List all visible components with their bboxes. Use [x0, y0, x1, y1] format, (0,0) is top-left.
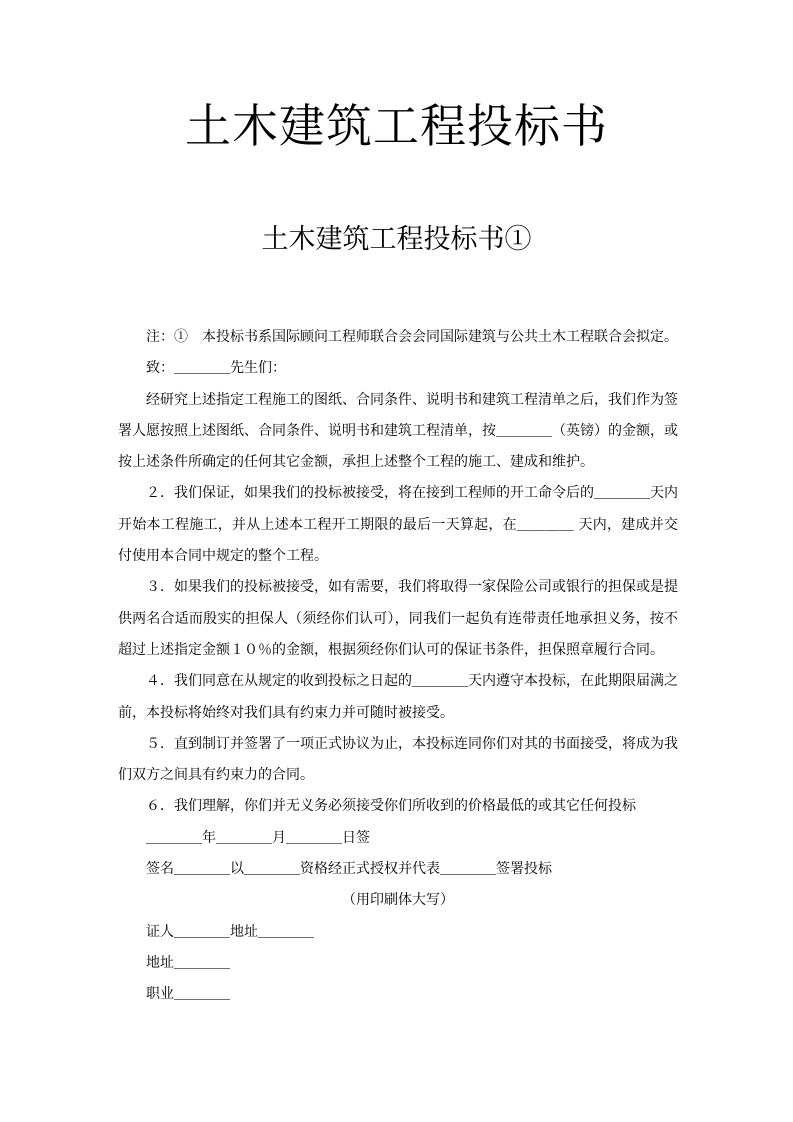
- document-subtitle: 土木建筑工程投标书①: [261, 224, 532, 255]
- clause-1: 经研究上述指定工程施工的图纸、合同条件、说明书和建筑工程清单之后，我们作为签署人愿按照上述图纸、合同条件、说明书和建筑工程清单，按＿＿＿＿（英镑）的金额，或按上述条件所确定的任何其它金额，承担上述整个工程的施工、建成和维护。: [118, 391, 678, 471]
- footnote-paragraph: 注：① 本投标书系国际顾问工程师联合会会同国际建筑与公共土木工程联合会拟定。: [146, 329, 678, 345]
- address-line: 地址＿＿＿＿: [146, 954, 230, 971]
- signature-line: 签名＿＿＿＿以＿＿＿＿资格经正式授权并代表＿＿＿＿签署投标: [146, 861, 552, 878]
- clause-4: ４．我们同意在从规定的收到投标之日起的＿＿＿＿天内遵守本投标，在此期限届满之前，本投标将始终对我们具有约束力并可随时被接受。: [118, 673, 678, 721]
- clause-6: ６．我们理解，你们并无义务必须接受你们所收到的价格最低的或其它任何投标: [146, 798, 636, 815]
- document-body: [118, 322, 678, 1011]
- clause-2: ２．我们保证，如果我们的投标被接受，将在接到工程师的开工命令后的＿＿＿＿天内开始本工程施工，并从上述本工程开工期限的最后一天算起，在＿＿＿＿ 天内，建成并交付使用本合同中规定的整个工程。: [118, 485, 678, 565]
- date-line: ＿＿＿＿年＿＿＿＿月＿＿＿＿日签: [146, 829, 370, 846]
- clause-5: ５．直到制订并签署了一项正式协议为止，本投标连同你们对其的书面接受，将成为我们双方之间具有约束力的合同。: [118, 735, 678, 784]
- print-note: （用印刷体大写）: [342, 892, 454, 909]
- occupation-line: 职业＿＿＿＿: [146, 986, 230, 1003]
- clause-3: ３．如果我们的投标被接受，如有需要，我们将取得一家保险公司或银行的担保或是提供两名合适而殷实的担保人（须经你们认可），同我们一起负有连带责任地承担义务，按不超过上述指定金额１０％的金额，根据须经你们认可的保证书条件，担保照章履行合同。: [118, 579, 678, 658]
- witness-line: 证人＿＿＿＿地址＿＿＿＿: [146, 923, 314, 940]
- salutation: 致：＿＿＿＿先生们：: [146, 360, 286, 377]
- document-title: 土木建筑工程投标书: [185, 99, 608, 153]
